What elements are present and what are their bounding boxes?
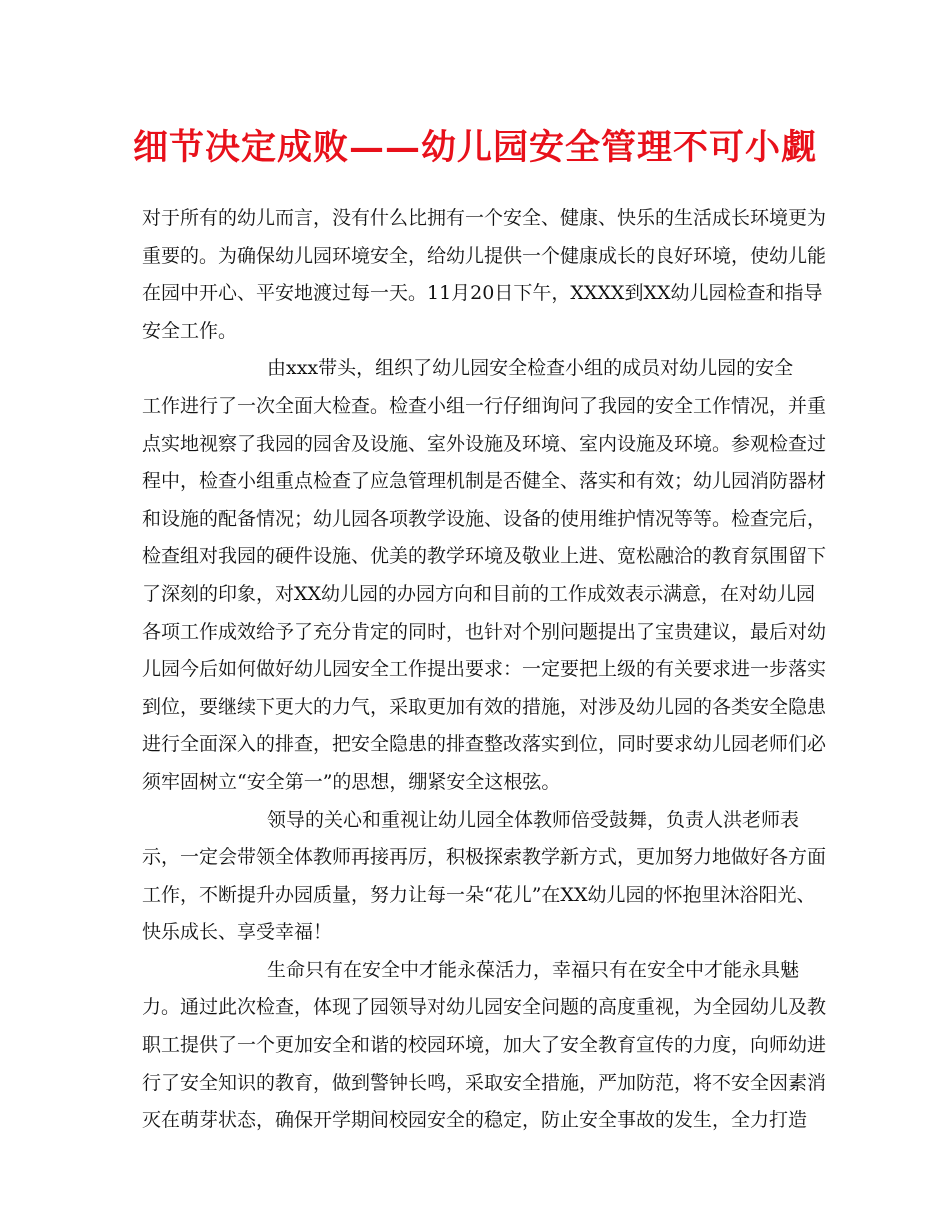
paragraph-1 (142, 200, 827, 350)
text-line: 和设施的配备情况；幼儿园各项教学设施、设备的使用维护情况等等。检查完后， (142, 507, 827, 530)
document-body (142, 200, 827, 1140)
text-line: 由xxx带头，组织了幼儿园安全检查小组的成员对幼儿园的安全 (267, 357, 794, 380)
text-line: 职工提供了一个更加安全和谐的校园环境，加大了安全教育宣传的力度，向师幼进 (142, 1034, 827, 1057)
text-line: 了深刻的印象，对XX幼儿园的办园方向和目前的工作成效表示满意，在对幼儿园 (142, 582, 816, 605)
text-line: 工作进行了一次全面大检查。检查小组一行仔细询问了我园的安全工作情况，并重 (142, 394, 827, 417)
text-line: 须牢固树立“安全第一”的思想，绷紧安全这根弦。 (142, 770, 561, 793)
text-line: 程中，检查小组重点检查了应急管理机制是否健全、落实和有效；幼儿园消防器材 (142, 470, 827, 493)
document-title: 细节决定成败——幼儿园安全管理不可小觑 (132, 127, 817, 168)
text-line: 各项工作成效给予了充分肯定的同时，也针对个别问题提出了宝贵建议，最后对幼 (142, 620, 827, 643)
text-line: 在园中开心、平安地渡过每一天。11月20日下午，XXXX到XX幼儿园检查和指导 (142, 282, 823, 305)
text-line: 到位，要继续下更大的力气，采取更加有效的措施，对涉及幼儿园的各类安全隐患 (142, 695, 827, 718)
text-line: 力。通过此次检查，体现了园领导对幼儿园安全问题的高度重视，为全园幼儿及教 (142, 996, 827, 1019)
text-line: 行了安全知识的教育，做到警钟长鸣，采取安全措施，严加防范，将不安全因素消 (142, 1071, 827, 1094)
text-line: 领导的关心和重视让幼儿园全体教师倍受鼓舞，负责人洪老师表 (267, 808, 800, 831)
text-line: 生命只有在安全中才能永葆活力，幸福只有在安全中才能永具魅 (267, 958, 800, 981)
text-line: 灭在萌芽状态，确保开学期间校园安全的稳定，防止安全事故的发生，全力打造 (142, 1109, 808, 1132)
paragraph-2 (142, 350, 827, 801)
text-line: 示，一定会带领全体教师再接再厉，积极探索教学新方式，更加努力地做好各方面 (142, 846, 827, 869)
paragraph-3 (142, 802, 827, 952)
text-line: 重要的。为确保幼儿园环境安全，给幼儿提供一个健康成长的良好环境，使幼儿能 (142, 244, 827, 267)
text-line: 快乐成长、享受幸福！ (142, 921, 333, 944)
text-line: 检查组对我园的硬件设施、优美的教学环境及敬业上进、宽松融洽的教育氛围留下 (142, 545, 827, 568)
text-line: 对于所有的幼儿而言，没有什么比拥有一个安全、健康、快乐的生活成长环境更为 (142, 207, 827, 229)
text-line: 进行全面深入的排查，把安全隐患的排查整改落实到位，同时要求幼儿园老师们必 (142, 733, 827, 756)
paragraph-4 (142, 952, 827, 1140)
text-line: 点实地视察了我园的园舍及设施、室外设施及环境、室内设施及环境。参观检查过 (142, 432, 827, 455)
text-line: 安全工作。 (142, 319, 238, 342)
text-line: 工作，不断提升办园质量，努力让每一朵“花儿”在XX幼儿园的怀抱里沐浴阳光、 (142, 883, 816, 906)
text-line: 儿园今后如何做好幼儿园安全工作提出要求：一定要把上级的有关要求进一步落实 (142, 658, 827, 681)
